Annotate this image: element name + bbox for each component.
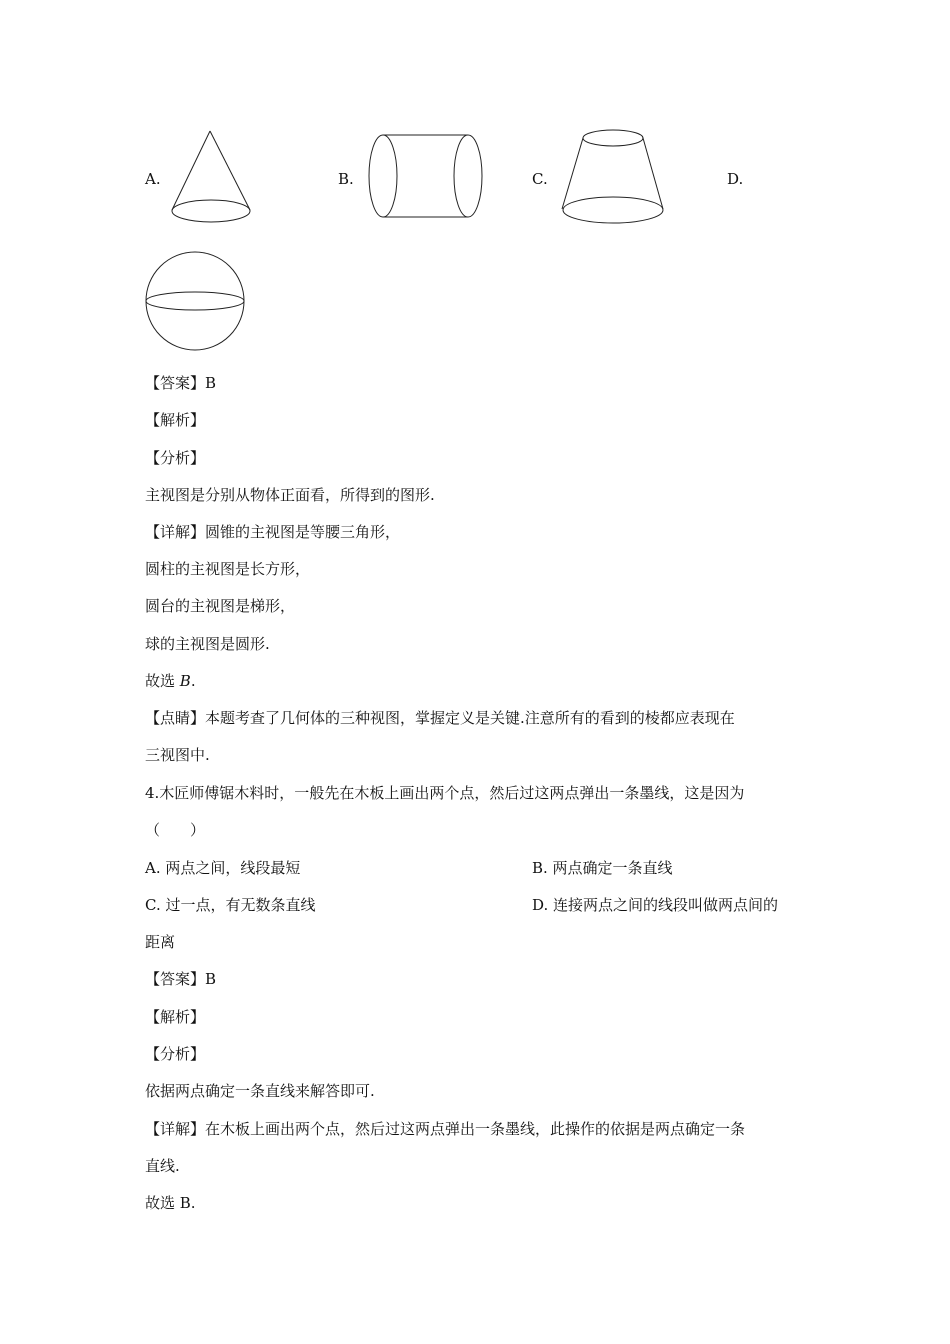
- q3-detail-line2: 圆柱的主视图是长方形，: [145, 560, 311, 578]
- option-c-label: C.: [532, 170, 548, 188]
- q3-choice-letter: B: [179, 672, 191, 690]
- option-b-label: B.: [338, 170, 354, 188]
- option-a-label: A.: [145, 170, 161, 188]
- q4-option-a: A. 两点之间，线段最短: [145, 859, 301, 877]
- q4-fenxi-text: 依据两点确定一条直线来解答即可.: [145, 1082, 375, 1100]
- q3-comment-line2: 三视图中.: [145, 746, 210, 764]
- q3-comment-line1: 【点睛】本题考查了几何体的三种视图，掌握定义是关键.注意所有的看到的棱都应表现在: [145, 709, 735, 727]
- q4-detail-line1: 【详解】在木板上画出两个点，然后过这两点弹出一条墨线，此操作的依据是两点确定一条: [145, 1120, 746, 1138]
- q4-option-b: B. 两点确定一条直线: [532, 859, 673, 877]
- cone-icon: [168, 128, 258, 228]
- q4-stem-line1: 4.木匠师傅锯木料时，一般先在木板上画出两个点，然后过这两点弹出一条墨线，这是因为: [145, 784, 745, 802]
- cylinder-icon: [366, 131, 488, 223]
- q4-fenxi-heading: 【分析】: [145, 1045, 206, 1063]
- q4-answer: 【答案】B: [145, 970, 217, 988]
- q4-option-d-cont: 距离: [145, 933, 176, 951]
- q4-detail-line2: 直线.: [145, 1157, 180, 1175]
- q3-choice: [145, 671, 196, 691]
- q3-fenxi-heading: 【分析】: [145, 449, 206, 467]
- q3-fenxi-text: 主视图是分别从物体正面看，所得到的图形.: [145, 486, 435, 504]
- q4-option-d: D. 连接两点之间的线段叫做两点间的: [532, 896, 779, 914]
- q3-answer: 【答案】B: [145, 374, 217, 392]
- q3-analysis-heading: 【解析】: [145, 411, 206, 429]
- q3-choice-prefix: 故选: [145, 672, 180, 690]
- option-d-label: D.: [727, 170, 744, 188]
- q4-option-c: C. 过一点，有无数条直线: [145, 896, 316, 914]
- q4-stem-line2: （ ）: [145, 821, 206, 839]
- sphere-icon: [144, 250, 248, 354]
- q4-analysis-heading: 【解析】: [145, 1008, 206, 1026]
- q4-choice: 故选 B.: [145, 1194, 196, 1212]
- q3-detail-line3: 圆台的主视图是梯形，: [145, 597, 296, 615]
- frustum-icon: [559, 126, 667, 226]
- q3-choice-suffix: .: [190, 672, 196, 690]
- q3-detail-line4: 球的主视图是圆形.: [145, 635, 270, 653]
- q3-detail-line1: 【详解】圆锥的主视图是等腰三角形，: [145, 523, 401, 541]
